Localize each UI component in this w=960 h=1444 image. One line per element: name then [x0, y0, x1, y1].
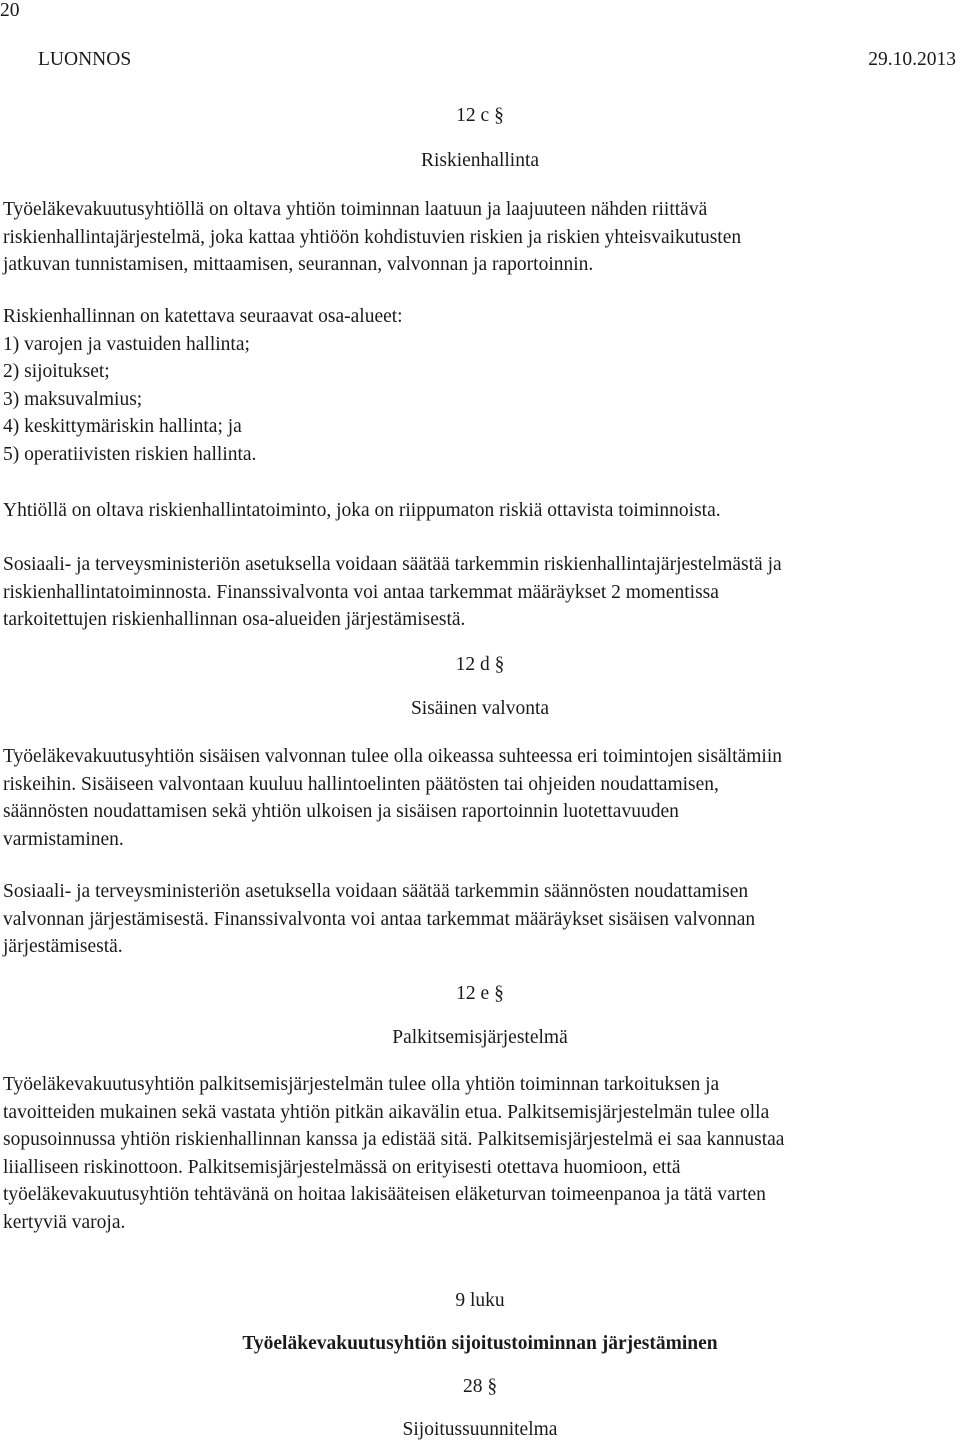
text-line: Sosiaali- ja terveysministeriön asetuksella voidaan säätää tarkemmin riskienhallintajärjestelmästä ja — [3, 554, 782, 575]
list-item: 3) maksuvalmius; — [3, 388, 143, 410]
paragraph-12e-1 — [3, 1071, 958, 1236]
text-line: riskienhallintatoiminnosta. Finanssivalvonta voi antaa tarkemmat määräykset 2 momentissa — [3, 581, 719, 603]
text-line: kertyviä varoja. — [3, 1211, 126, 1233]
text-line: riskienhallintajärjestelmä, joka kattaa yhtiöön kohdistuvien riskien ja riskien yhteisvaikutusten — [3, 226, 742, 248]
text-line: säännösten noudattamisen sekä yhtiön ulkoisen ja sisäisen raportoinnin luotettavuuden — [3, 801, 679, 822]
text-line: järjestämisestä. — [3, 936, 123, 957]
page-number: 20 — [0, 0, 20, 21]
section-number-28: 28 § — [462, 1376, 498, 1397]
text-line: sopusoinnussa yhtiön riskienhallinnan kanssa ja edistää sitä. Palkitsemisjärjestelmä ei saa kannustaa — [3, 1129, 785, 1150]
text-line: Työeläkevakuutusyhtiöllä on oltava yhtiön toiminnan laatuun ja laajuuteen nähden riittävä — [3, 199, 708, 220]
section-title-sijoitussuunnitelma: Sijoitussuunnitelma — [402, 1419, 558, 1440]
paragraph-12c-4 — [3, 551, 958, 634]
paragraph-12c-2 — [3, 303, 958, 468]
list-item: 1) varojen ja vastuiden hallinta; — [3, 333, 250, 355]
chapter-title: Työeläkevakuutusyhtiön sijoitustoiminnan järjestäminen — [242, 1333, 718, 1354]
text-line: varmistaminen. — [3, 828, 124, 850]
text-line: tavoitteiden mukainen sekä vastata yhtiön pitkän aikavälin etua. Palkitsemisjärjestelmän tulee olla — [3, 1101, 770, 1123]
paragraph-12d-1 — [3, 743, 958, 853]
list-item: 5) operatiivisten riskien hallinta. — [3, 443, 257, 465]
text-line: valvonnan järjestämisestä. Finanssivalvonta voi antaa tarkemmat määräykset sisäisen valvonnan — [3, 908, 756, 930]
document-date: 29.10.2013 — [868, 49, 956, 70]
draft-label: LUONNOS — [38, 49, 132, 70]
list-item: 2) sijoitukset; — [3, 361, 110, 382]
list-item: 4) keskittymäriskin hallinta; ja — [3, 416, 242, 437]
paragraph-12d-2 — [3, 878, 958, 961]
section-number-12e: 12 e § — [456, 983, 504, 1004]
text-line: Sosiaali- ja terveysministeriön asetuksella voidaan säätää tarkemmin säännösten noudattamisen — [3, 881, 749, 902]
text-line: työeläkevakuutusyhtiön tehtävänä on hoitaa lakisääteisen eläketurvan toimeenpanoa ja tätä varten — [3, 1184, 766, 1205]
text-line: Työeläkevakuutusyhtiön palkitsemisjärjestelmän tulee olla yhtiön toiminnan tarkoituksen ja — [3, 1074, 720, 1095]
section-title-riskienhallinta: Riskienhallinta — [420, 150, 540, 171]
text-line: riskeihin. Sisäiseen valvontaan kuuluu hallintoelinten päätösten tai ohjeiden noudattamisen, — [3, 773, 719, 795]
text-line: Työeläkevakuutusyhtiön sisäisen valvonnan tulee olla oikeassa suhteessa eri toimintojen sisältämiin — [3, 746, 783, 767]
text-line: Yhtiöllä on oltava riskienhallintatoiminto, joka on riippumaton riskiä ottavista toiminnoista. — [3, 500, 721, 521]
text-line: liialliseen riskinottoon. Palkitsemisjärjestelmässä on erityisesti otettava huomioon, että — [3, 1156, 681, 1178]
paragraph-12c-3 — [3, 497, 958, 525]
text-line: tarkoitettujen riskienhallinnan osa-alueiden järjestämisestä. — [3, 609, 466, 630]
paragraph-12c-1 — [3, 196, 958, 279]
text-line: jatkuvan tunnistamisen, mittaamisen, seurannan, valvonnan ja raportoinnin. — [3, 254, 594, 275]
section-title-palkitsemisjarjestelma: Palkitsemisjärjestelmä — [392, 1027, 568, 1048]
section-number-12d: 12 d § — [455, 654, 505, 675]
chapter-number: 9 luku — [455, 1290, 505, 1311]
text-line: Riskienhallinnan on katettava seuraavat osa-alueet: — [3, 306, 403, 327]
section-title-sisainen-valvonta: Sisäinen valvonta — [410, 698, 550, 719]
section-number-12c: 12 c § — [456, 105, 504, 126]
